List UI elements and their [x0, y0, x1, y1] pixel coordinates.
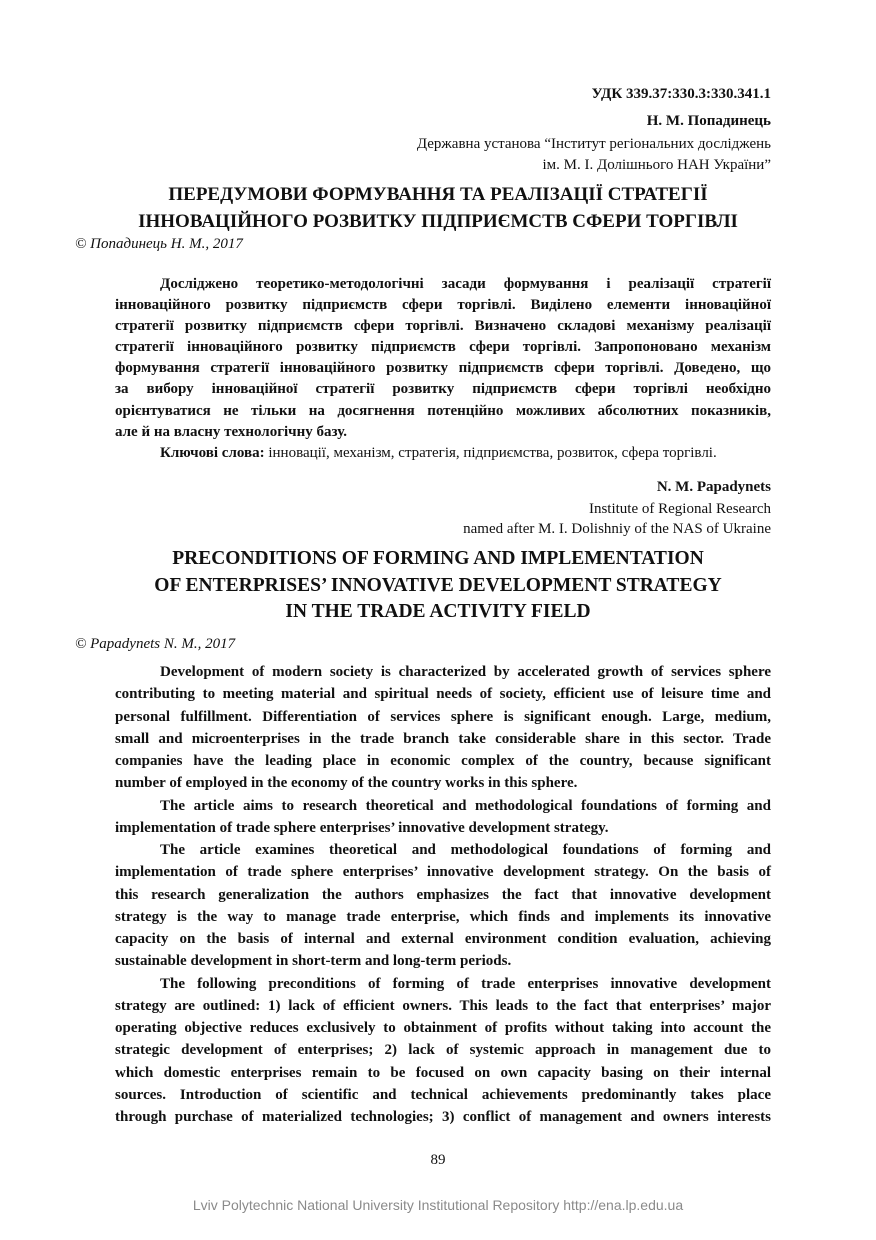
institution-ua-line: ім. М. І. Долішнього НАН України”	[542, 157, 771, 173]
paragraph-line: small and microenterprises in the trade branch take considerable share in this sector. Trade	[115, 730, 771, 747]
abstract-line: Досліджено теоретико-методологічні засади формування і реалізації стратегії	[160, 276, 771, 292]
title-en-line: OF ENTERPRISES’ INNOVATIVE DEVELOPMENT STRATEGY	[154, 574, 722, 596]
paragraph-line: implementation of trade sphere enterprises’ innovative development strategy. On the basis of	[115, 864, 771, 881]
institution-ua	[417, 134, 771, 176]
paragraph-line: contributing to meeting material and spiritual needs of society, efficient use of leisure time and	[115, 686, 771, 703]
title-ua-line: ІННОВАЦІЙНОГО РОЗВИТКУ ПІДПРИЄМСТВ СФЕРИ ТОРГІВЛІ	[138, 211, 738, 232]
abstract-line: за вибору інноваційної стратегії розвитку підприємств сфери торгівлі необхідно	[115, 381, 771, 398]
title-ua	[60, 181, 816, 235]
page-number: 89	[430, 1152, 446, 1168]
paragraph-line: through purchase of materialized technologies; 3) conflict of management and owners interests	[115, 1109, 771, 1125]
title-en-line: PRECONDITIONS OF FORMING AND IMPLEMENTATION	[172, 548, 704, 569]
body-text-en	[115, 661, 771, 1128]
abstract-ua-text	[115, 274, 771, 443]
paragraph-line: strategy is the way to manage trade enterprise, which finds and implements its innovative	[115, 908, 771, 925]
paragraph	[115, 973, 771, 1129]
abstract-line: орієнтуватися не тільки на досягнення потенційно можливих абсолютних показників,	[115, 402, 771, 419]
paragraph-line: implementation of trade sphere enterprises’ innovative development strategy.	[115, 819, 609, 836]
paragraph-line: capacity on the basis of internal and external environment condition evaluation, achieving	[115, 931, 771, 947]
title-ua-line: ПЕРЕДУМОВИ ФОРМУВАННЯ ТА РЕАЛІЗАЦІЇ СТРАТЕГІЇ	[168, 184, 708, 205]
paragraph	[115, 661, 771, 795]
institution-en-line: named after M. I. Dolishniy of the NAS of Ukraine	[463, 521, 771, 537]
abstract-line: формування стратегії інноваційного розвитку підприємств сфери торгівлі. Доведено, що	[115, 360, 771, 377]
paragraph-line: personal fulfillment. Differentiation of services sphere is significant enough. Large, medium,	[115, 708, 771, 725]
keywords-list: інновації, механізм, стратегія, підприємства, розвиток, сфера торгівлі.	[264, 444, 717, 461]
paragraph-line: companies have the leading place in economic complex of the country, because significant	[115, 753, 771, 769]
author-ua: Н. М. Попадинець	[646, 113, 771, 129]
paragraph-line: Development of modern society is characterized by accelerated growth of services sphere	[160, 664, 771, 680]
institution-ua-line: Державна установа “Інститут регіональних досліджень	[416, 136, 771, 152]
copyright-en: © Papadynets N. M., 2017	[75, 636, 236, 652]
paragraph-line: operating objective reduces exclusively to obtainment of profits without taking into account the	[115, 1020, 771, 1036]
abstract-line: стратегії інноваційного розвитку підприємств сфери торгівлі. Запропоновано механізм	[115, 339, 771, 356]
paragraph	[115, 795, 771, 840]
copyright-ua: © Попадинець Н. М., 2017	[75, 236, 243, 252]
paragraph-line: number of employed in the economy of the country works in this sphere.	[115, 775, 578, 792]
keywords-label: Ключові слова:	[160, 444, 265, 461]
paragraph-line: strategic development of enterprises; 2) lack of systemic approach in management due to	[115, 1042, 771, 1059]
paragraph-line: this research generalization the authors emphasizes the fact that innovative development	[115, 886, 771, 903]
institution-en	[463, 499, 771, 539]
paragraph-line: The following preconditions of forming of trade enterprises innovative development	[160, 975, 771, 992]
paragraph	[115, 839, 771, 973]
institution-en-line: Institute of Regional Research	[588, 501, 771, 517]
paragraph-line: strategy are outlined: 1) lack of efficient owners. This leads to the fact that enterprises’ major	[115, 997, 771, 1014]
abstract-line: стратегії розвитку підприємств сфери торгівлі. Визначено складові механізму реалізації	[115, 318, 771, 335]
paragraph-line: sustainable development in short-term and long-term periods.	[115, 953, 512, 970]
keywords-ua	[115, 443, 771, 464]
abstract-line: інноваційного розвитку підприємств сфери торгівлі. Виділено елементи інноваційної	[115, 297, 771, 314]
author-en: N. M. Papadynets	[656, 479, 771, 495]
abstract-ua	[115, 274, 771, 464]
paragraph-line: sources. Introduction of scientific and technical achievements predominantly takes place	[115, 1086, 771, 1103]
paragraph-line: The article aims to research theoretical and methodological foundations of forming and	[160, 797, 771, 814]
paragraph-line: which domestic enterprises remain to be focused on own capacity basing on their internal	[115, 1064, 771, 1081]
repository-footer: Lviv Polytechnic National University Institutional Repository http://ena.lp.edu.ua	[192, 1197, 684, 1213]
paragraph-line: The article examines theoretical and methodological foundations of forming and	[160, 842, 771, 858]
title-en	[60, 546, 816, 626]
abstract-line: але й на власну технологічну базу.	[115, 423, 347, 440]
udk-code: УДК 339.37:330.3:330.341.1	[591, 86, 771, 102]
title-en-line: IN THE TRADE ACTIVITY FIELD	[285, 601, 591, 622]
